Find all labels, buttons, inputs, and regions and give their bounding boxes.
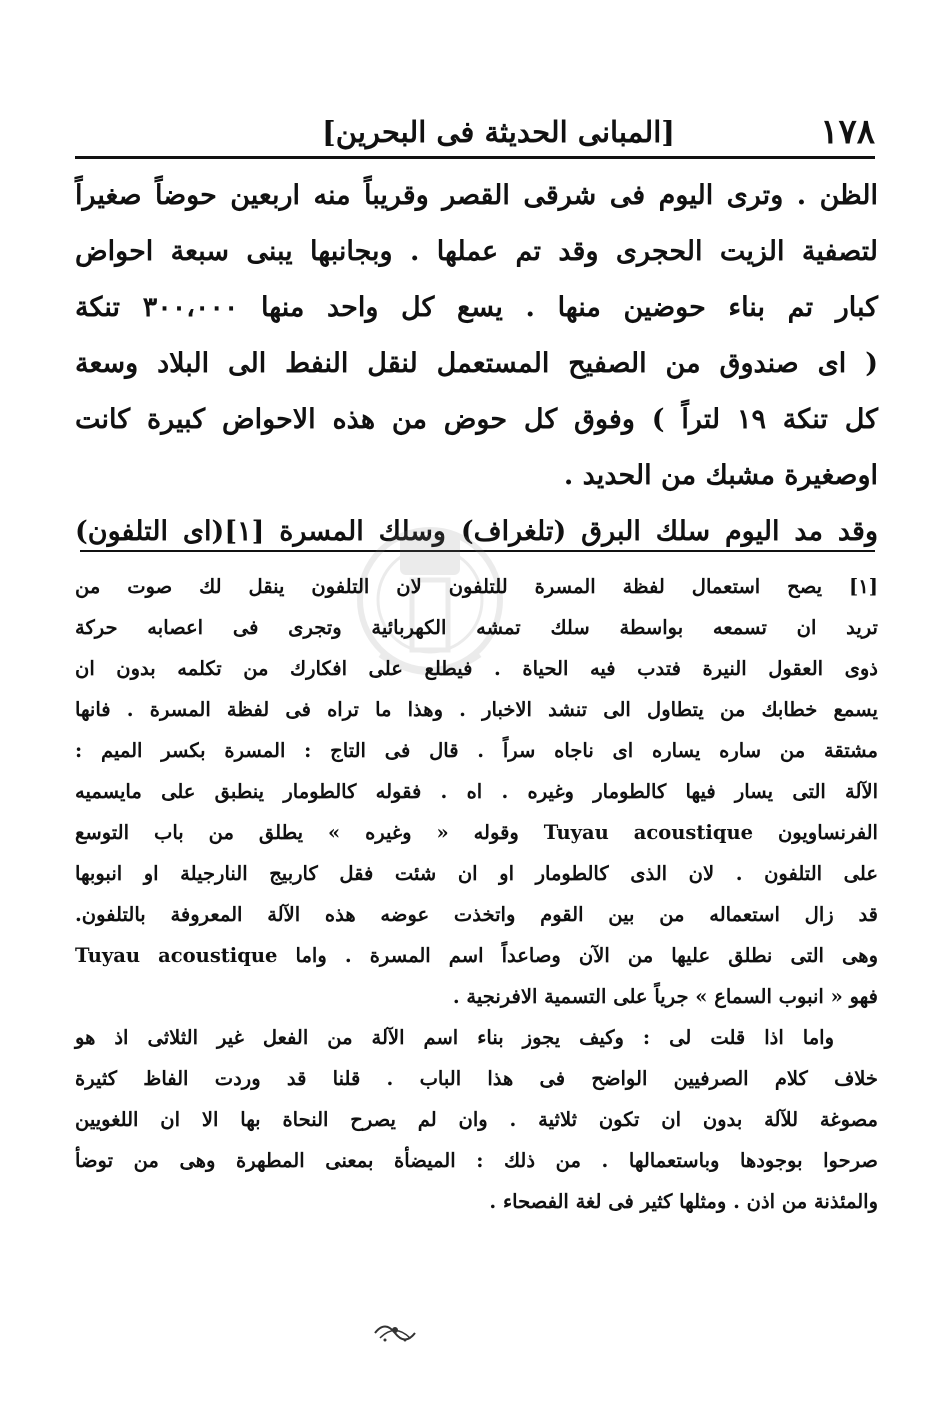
main-line: وقد مد الیوم سلك البرق (تلغراف) وسلك المسرة [١](ای التلفون) bbox=[75, 516, 878, 547]
footnote-line-with-term bbox=[75, 812, 878, 853]
footnote-line-with-term bbox=[75, 935, 878, 976]
page-header bbox=[75, 110, 875, 154]
footnote-line: فهو « انبوب السماع » جریاً علی التسمیة الافرنجیة . bbox=[452, 985, 878, 1008]
footnote-line: مشتقة من ساره یساره ای ناجاه سراً . قال فی التاج : المسرة بكسر المیم : bbox=[75, 739, 878, 762]
main-line: كل تنكة ١٩ لتراً ) وفوق كل حوض من هذه الاحواض كبیرة كانت bbox=[75, 404, 879, 435]
main-text bbox=[75, 168, 878, 560]
main-line: كبار تم بناء حوضین منها . یسع كل واحد منها ٣٠٠،٠٠٠ تنكة bbox=[75, 292, 878, 323]
main-line: الظن . وتری الیوم فی شرقی القصر وقریباً منه اربعین حوضاً صغیراً bbox=[75, 180, 878, 211]
footnote-line: والمئذنة من اذن . ومثلها كثیر فی لغة الفصحاء . bbox=[489, 1190, 878, 1213]
header-rule bbox=[75, 156, 875, 159]
footnote-line: الآلة التی یسار فیها كالطومار وغیره . اه . فقوله كالطومار ینطبق علی مایسمیه bbox=[75, 780, 878, 803]
footnote-text: وهی التی نطلق علیها من الآن وصاعداً اسم المسرة . واما bbox=[295, 944, 878, 967]
footnote-text: وقوله « وغیره » یطلق من باب التوسع bbox=[75, 821, 519, 844]
main-line: ( ای صندوق من الصفیح المستعمل لنقل النفط الی البلاد وسعة bbox=[75, 348, 878, 379]
decorative-ornament-icon bbox=[370, 1318, 420, 1348]
footnote-line: ترید ان تسمعه بواسطة سلك تمشه الكهربائیة وتجری فی اعصابه حركة bbox=[75, 616, 878, 639]
main-line: لتصفیة الزیت الحجری وقد تم عملها . وبجانبها یبنی سبعة احواض bbox=[75, 236, 878, 267]
latin-term: Tuyau acoustique bbox=[543, 821, 754, 844]
footnote-line: ذوی العقول النیرة فتدب فیه الحیاة . فیطلع علی افكارك من تكلمه بدون ان bbox=[75, 657, 878, 680]
footnote-text: الفرنساویون bbox=[777, 821, 878, 844]
running-title: [المبانی الحدیثة فی البحرین] bbox=[322, 115, 675, 149]
footnote-line: قد زال استعماله من بین القوم واتخذت عوضه هذه الآلة المعروفة بالتلفون. bbox=[75, 903, 878, 926]
main-line: اوصغیرة مشبك من الحدید . bbox=[563, 460, 878, 491]
footnote-line: خلاف كلام الصرفیین الواضح فی هذا الباب . قلنا قد وردت الفاظ كثیرة bbox=[75, 1067, 878, 1090]
footnote-line: علی التلفون . لان الذی كالطومار او ان شئت فقل كاربیج النارجیلة او انبوبها bbox=[75, 862, 878, 885]
footnote-line: واما اذا قلت لی : وكیف یجوز بناء اسم الآلة من الفعل غیر الثلاثی اذ هو bbox=[75, 1026, 834, 1049]
footnote-line: صرحوا بوجودها وباستعمالها . من ذلك : المیضأة بمعنی المطهرة وهی من توضأ bbox=[75, 1149, 878, 1172]
page-number: ١٧٨ bbox=[820, 112, 875, 152]
footnote-line: مصوغة للآلة بدون ان تكون ثلاثیة . وان لم یصرح النحاة بها الا ان اللغویین bbox=[75, 1108, 878, 1131]
footnote-line: [١] یصح استعمال لفظة المسرة للتلفون لان التلفون ینقل لك صوت من bbox=[75, 575, 878, 598]
latin-term: Tuyau acoustique bbox=[75, 944, 278, 967]
footnotes bbox=[75, 566, 878, 1222]
footnote-line: یسمع خطابك من یتطاول الی تنشد الاخبار . وهذا ما تراه فی لفظة المسرة . فانها bbox=[75, 698, 878, 721]
